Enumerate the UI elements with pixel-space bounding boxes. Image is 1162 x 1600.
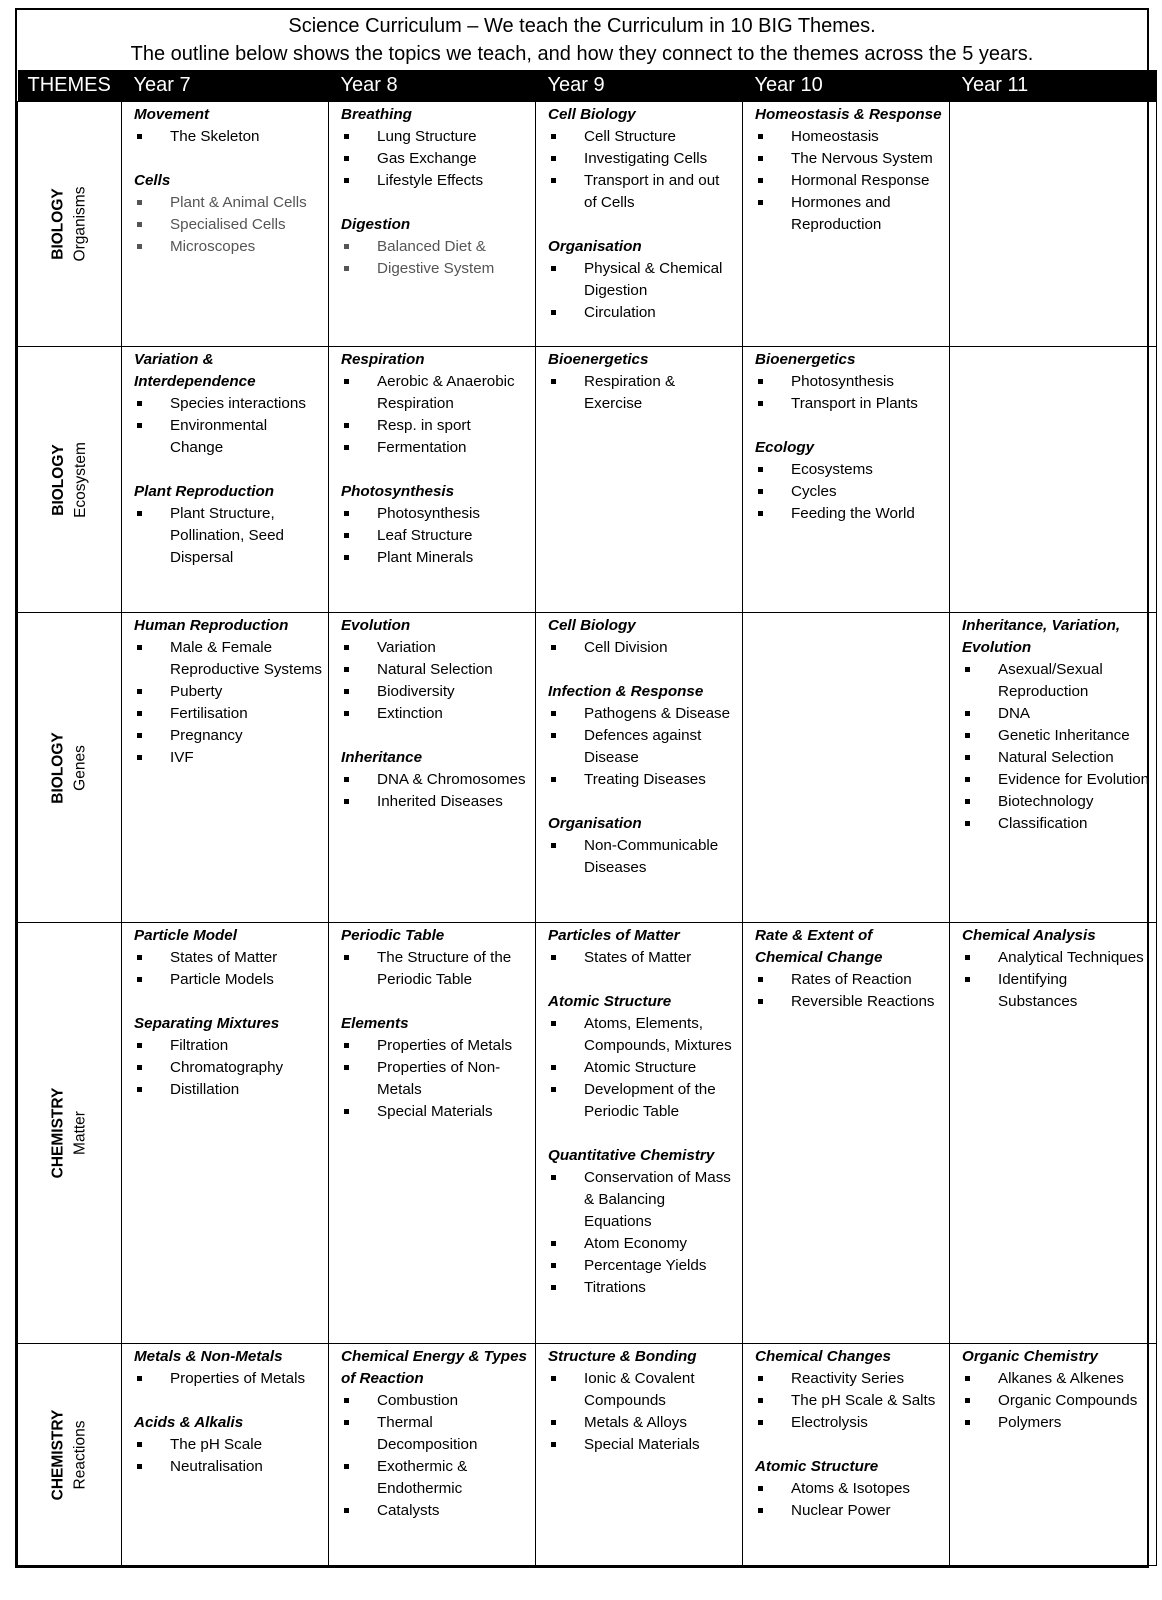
topic-title: Variation & Interdependence <box>134 351 256 390</box>
list-item: Chromatography <box>134 1057 322 1079</box>
list-item: Analytical Techniques <box>962 947 1150 969</box>
topic-block <box>755 104 943 236</box>
theme-row <box>18 923 1157 1344</box>
topic-title: Chemical Changes <box>755 1348 891 1365</box>
year-cell <box>950 923 1157 1344</box>
list-item: Treating Diseases <box>548 769 736 791</box>
list-item: Filtration <box>134 1035 322 1057</box>
topic-block <box>341 1346 529 1522</box>
header-row <box>18 70 1157 102</box>
list-item: Nuclear Power <box>755 1500 943 1522</box>
year-cell <box>743 613 950 923</box>
list-item: Hormonal Response <box>755 170 943 192</box>
topic-title: Cell Biology <box>548 106 636 123</box>
topic-list <box>341 236 529 280</box>
topic-title: Photosynthesis <box>341 483 455 500</box>
topic-block <box>548 991 736 1123</box>
topic-list <box>341 371 529 459</box>
list-item: Feeding the World <box>755 503 943 525</box>
topic-block <box>755 349 943 415</box>
list-item: Photosynthesis <box>755 371 943 393</box>
year-cell <box>743 1344 950 1566</box>
list-item: Properties of Metals <box>341 1035 529 1057</box>
list-item: Atomic Structure <box>548 1057 736 1079</box>
list-item: Aerobic & Anaerobic Respiration <box>341 371 529 415</box>
topic-title: Breathing <box>341 106 412 123</box>
topic-list <box>548 637 736 659</box>
list-item: Catalysts <box>341 1500 529 1522</box>
topic-title: Atomic Structure <box>548 993 672 1010</box>
topic-block <box>755 1456 943 1522</box>
column-header-year-11: Year 11 <box>950 70 1157 102</box>
list-item: Exothermic & Endothermic <box>341 1456 529 1500</box>
column-header-themes: THEMES <box>18 70 122 102</box>
topic-title: Periodic Table <box>341 927 445 944</box>
list-item: Biotechnology <box>962 791 1150 813</box>
theme-subject: CHEMISTRY <box>49 1087 67 1179</box>
year-cell <box>329 923 536 1344</box>
theme-subject: CHEMISTRY <box>49 1409 67 1500</box>
year-cell <box>329 613 536 923</box>
list-item: The pH Scale & Salts <box>755 1390 943 1412</box>
list-item: Hormones and Reproduction <box>755 192 943 236</box>
list-item: Biodiversity <box>341 681 529 703</box>
topic-block <box>755 925 943 1013</box>
topic-block <box>962 615 1150 835</box>
topic-title: Bioenergetics <box>755 351 856 368</box>
year-cell <box>950 1344 1157 1566</box>
column-header-year-8: Year 8 <box>329 70 536 102</box>
list-item: Respiration & Exercise <box>548 371 736 415</box>
list-item: Natural Selection <box>341 659 529 681</box>
list-item: Non-Communicable Diseases <box>548 835 736 879</box>
topic-title: Particle Model <box>134 927 237 944</box>
topic-title: Rate & Extent of Chemical Change <box>755 927 883 966</box>
title-line-2: The outline below shows the topics we teach, and how they connect to the themes across the 5 years. <box>130 43 1034 65</box>
topic-title: Movement <box>134 106 210 123</box>
list-item: Species interactions <box>134 393 322 415</box>
topic-list <box>548 947 736 969</box>
topic-list <box>755 371 943 415</box>
theme-subject: BIOLOGY <box>49 731 67 804</box>
theme-row <box>18 613 1157 923</box>
topic-block <box>755 1346 943 1434</box>
year-cell <box>950 102 1157 347</box>
topic-list <box>341 947 529 991</box>
list-item: Inherited Diseases <box>341 791 529 813</box>
list-item: Puberty <box>134 681 322 703</box>
topic-title: Cell Biology <box>548 617 636 634</box>
column-header-year-9: Year 9 <box>536 70 743 102</box>
topic-list <box>341 503 529 569</box>
topic-title: Inheritance, Variation, Evolution <box>962 617 1121 656</box>
list-item: Identifying Substances <box>962 969 1150 1013</box>
list-item: Male & Female Reproductive Systems <box>134 637 322 681</box>
topic-block <box>548 1346 736 1456</box>
topic-title: Organic Chemistry <box>962 1348 1098 1365</box>
list-item: Alkanes & Alkenes <box>962 1368 1150 1390</box>
topic-list <box>134 1035 322 1101</box>
topic-title: Metals & Non-Metals <box>134 1348 283 1365</box>
topic-title: Organisation <box>548 815 642 832</box>
theme-cell <box>18 1344 122 1566</box>
list-item: The Nervous System <box>755 148 943 170</box>
topic-list <box>962 1368 1150 1434</box>
year-cell <box>743 923 950 1344</box>
list-item: The Structure of the Periodic Table <box>341 947 529 991</box>
topic-title: Human Reproduction <box>134 617 289 634</box>
theme-cell <box>18 347 122 613</box>
list-item: Leaf Structure <box>341 525 529 547</box>
list-item: Properties of Non-Metals <box>341 1057 529 1101</box>
topic-title: Evolution <box>341 617 411 634</box>
year-cell <box>536 347 743 613</box>
list-item: Defences against Disease <box>548 725 736 769</box>
topic-title: Infection & Response <box>548 683 704 700</box>
topic-list <box>548 703 736 791</box>
topic-block <box>134 1346 322 1390</box>
list-item: Special Materials <box>341 1101 529 1123</box>
theme-subject: BIOLOGY <box>49 188 67 260</box>
list-item: Neutralisation <box>134 1456 322 1478</box>
list-item: Development of the Periodic Table <box>548 1079 736 1123</box>
theme-subject: BIOLOGY <box>49 443 67 516</box>
list-item: Fertilisation <box>134 703 322 725</box>
topic-list <box>341 1035 529 1123</box>
list-item: Organic Compounds <box>962 1390 1150 1412</box>
year-cell <box>329 347 536 613</box>
topic-block <box>548 349 736 415</box>
list-item: Environmental Change <box>134 415 322 459</box>
topic-title: Atomic Structure <box>755 1458 879 1475</box>
topic-list <box>341 126 529 192</box>
list-item: States of Matter <box>134 947 322 969</box>
theme-row <box>18 102 1157 347</box>
list-item: Physical & Chemical Digestion <box>548 258 736 302</box>
topic-list <box>548 1167 736 1299</box>
year-cell <box>122 102 329 347</box>
list-item: Extinction <box>341 703 529 725</box>
topic-title: Separating Mixtures <box>134 1015 280 1032</box>
topic-list <box>341 1390 529 1522</box>
theme-cell <box>18 923 122 1344</box>
theme-name: Matter <box>71 1111 89 1155</box>
list-item: Combustion <box>341 1390 529 1412</box>
list-item: Reversible Reactions <box>755 991 943 1013</box>
list-item: Electrolysis <box>755 1412 943 1434</box>
year-cell <box>536 613 743 923</box>
topic-list <box>755 1478 943 1522</box>
topic-block <box>134 925 322 991</box>
year-cell <box>329 102 536 347</box>
list-item: Plant & Animal Cells <box>134 192 322 214</box>
year-cell <box>122 613 329 923</box>
list-item: Percentage Yields <box>548 1255 736 1277</box>
list-item: Conservation of Mass & Balancing Equations <box>548 1167 736 1233</box>
list-item: Photosynthesis <box>341 503 529 525</box>
topic-list <box>962 659 1150 835</box>
list-item: Properties of Metals <box>134 1368 322 1390</box>
topic-title: Particles of Matter <box>548 927 680 944</box>
topic-block <box>962 1346 1150 1434</box>
topic-block <box>755 437 943 525</box>
year-cell <box>950 347 1157 613</box>
topic-list <box>548 258 736 324</box>
year-cell <box>743 102 950 347</box>
list-item: Asexual/Sexual Reproduction <box>962 659 1150 703</box>
topic-title: Structure & Bonding <box>548 1348 697 1365</box>
topic-list <box>134 126 322 148</box>
list-item: Atom Economy <box>548 1233 736 1255</box>
theme-name: Organisms <box>71 186 89 262</box>
column-header-year-7: Year 7 <box>122 70 329 102</box>
list-item: Digestive System <box>341 258 529 280</box>
list-item: Special Materials <box>548 1434 736 1456</box>
title-line-1: Science Curriculum – We teach the Curriculum in 10 BIG Themes. <box>288 15 876 37</box>
topic-list <box>755 126 943 236</box>
list-item: Thermal Decomposition <box>341 1412 529 1456</box>
list-item: Natural Selection <box>962 747 1150 769</box>
list-item: Ecosystems <box>755 459 943 481</box>
list-item: Balanced Diet & <box>341 236 529 258</box>
topic-block <box>548 615 736 659</box>
list-item: Rates of Reaction <box>755 969 943 991</box>
topic-list <box>134 637 322 769</box>
topic-block <box>134 615 322 769</box>
list-item: Resp. in sport <box>341 415 529 437</box>
topic-list <box>134 1434 322 1478</box>
year-cell <box>122 1344 329 1566</box>
topic-block <box>134 104 322 148</box>
year-cell <box>950 613 1157 923</box>
list-item: Lifestyle Effects <box>341 170 529 192</box>
topic-title: Quantitative Chemistry <box>548 1147 715 1164</box>
theme-row <box>18 1344 1157 1566</box>
topic-list <box>755 459 943 525</box>
topic-block <box>962 925 1150 1013</box>
topic-block <box>341 925 529 991</box>
topic-list <box>755 1368 943 1434</box>
topic-list <box>755 969 943 1013</box>
topic-list <box>548 835 736 879</box>
topic-block <box>341 214 529 280</box>
list-item: Pathogens & Disease <box>548 703 736 725</box>
list-item: The pH Scale <box>134 1434 322 1456</box>
list-item: DNA <box>962 703 1150 725</box>
theme-cell <box>18 102 122 347</box>
topic-block <box>548 1145 736 1299</box>
topic-title: Digestion <box>341 216 411 233</box>
theme-row <box>18 347 1157 613</box>
list-item: DNA & Chromosomes <box>341 769 529 791</box>
topic-block <box>548 104 736 214</box>
theme-name: Ecosystem <box>71 441 89 518</box>
list-item: Polymers <box>962 1412 1150 1434</box>
list-item: Particle Models <box>134 969 322 991</box>
topic-list <box>341 769 529 813</box>
year-cell <box>122 347 329 613</box>
theme-name: Reactions <box>71 1420 89 1489</box>
list-item: Homeostasis <box>755 126 943 148</box>
topic-list <box>962 947 1150 1013</box>
list-item: Pregnancy <box>134 725 322 747</box>
list-item: Atoms, Elements, Compounds, Mixtures <box>548 1013 736 1057</box>
topic-block <box>341 349 529 459</box>
topic-block <box>341 747 529 813</box>
list-item: The Skeleton <box>134 126 322 148</box>
curriculum-table <box>17 70 1157 1566</box>
list-item: Ionic & Covalent Compounds <box>548 1368 736 1412</box>
topic-block <box>341 1013 529 1123</box>
list-item: Specialised Cells <box>134 214 322 236</box>
year-cell <box>536 923 743 1344</box>
topic-title: Inheritance <box>341 749 423 766</box>
topic-list <box>548 1013 736 1123</box>
list-item: IVF <box>134 747 322 769</box>
list-item: Plant Structure, Pollination, Seed Dispersal <box>134 503 322 569</box>
topic-title: Cells <box>134 172 171 189</box>
topic-block <box>134 481 322 569</box>
document-title <box>17 10 1147 70</box>
year-cell <box>536 102 743 347</box>
list-item: Cell Division <box>548 637 736 659</box>
topic-block <box>134 1412 322 1478</box>
list-item: Reactivity Series <box>755 1368 943 1390</box>
list-item: Evidence for Evolution <box>962 769 1150 791</box>
list-item: Titrations <box>548 1277 736 1299</box>
topic-title: Chemical Energy & Types of Reaction <box>341 1348 527 1387</box>
list-item: Variation <box>341 637 529 659</box>
topic-list <box>134 393 322 459</box>
year-cell <box>329 1344 536 1566</box>
list-item: Metals & Alloys <box>548 1412 736 1434</box>
topic-list <box>548 371 736 415</box>
year-cell <box>122 923 329 1344</box>
theme-name: Genes <box>71 744 89 791</box>
list-item: Cycles <box>755 481 943 503</box>
topic-title: Ecology <box>755 439 815 456</box>
topic-block <box>548 681 736 791</box>
topic-block <box>341 104 529 192</box>
list-item: Investigating Cells <box>548 148 736 170</box>
topic-title: Homeostasis & Response <box>755 106 942 123</box>
list-item: Genetic Inheritance <box>962 725 1150 747</box>
topic-title: Bioenergetics <box>548 351 649 368</box>
curriculum-document <box>15 8 1149 1568</box>
topic-block <box>341 481 529 569</box>
topic-title: Chemical Analysis <box>962 927 1096 944</box>
list-item: Transport in Plants <box>755 393 943 415</box>
topic-block <box>548 813 736 879</box>
list-item: Fermentation <box>341 437 529 459</box>
column-header-year-10: Year 10 <box>743 70 950 102</box>
topic-title: Respiration <box>341 351 425 368</box>
topic-title: Plant Reproduction <box>134 483 275 500</box>
topic-list <box>341 637 529 725</box>
topic-list <box>134 192 322 258</box>
topic-block <box>341 615 529 725</box>
topic-block <box>134 170 322 258</box>
list-item: Transport in and out of Cells <box>548 170 736 214</box>
topic-block <box>134 349 322 459</box>
topic-title: Acids & Alkalis <box>134 1414 244 1431</box>
year-cell <box>743 347 950 613</box>
topic-list <box>548 126 736 214</box>
topic-title: Organisation <box>548 238 642 255</box>
topic-list <box>548 1368 736 1456</box>
topic-list <box>134 1368 322 1390</box>
list-item: Microscopes <box>134 236 322 258</box>
theme-cell <box>18 613 122 923</box>
topic-title: Elements <box>341 1015 409 1032</box>
topic-block <box>134 1013 322 1101</box>
topic-list <box>134 947 322 991</box>
list-item: Plant Minerals <box>341 547 529 569</box>
list-item: Cell Structure <box>548 126 736 148</box>
topic-block <box>548 236 736 324</box>
list-item: Circulation <box>548 302 736 324</box>
list-item: States of Matter <box>548 947 736 969</box>
topic-list <box>134 503 322 569</box>
list-item: Distillation <box>134 1079 322 1101</box>
list-item: Classification <box>962 813 1150 835</box>
list-item: Atoms & Isotopes <box>755 1478 943 1500</box>
list-item: Gas Exchange <box>341 148 529 170</box>
list-item: Lung Structure <box>341 126 529 148</box>
topic-block <box>548 925 736 969</box>
year-cell <box>536 1344 743 1566</box>
